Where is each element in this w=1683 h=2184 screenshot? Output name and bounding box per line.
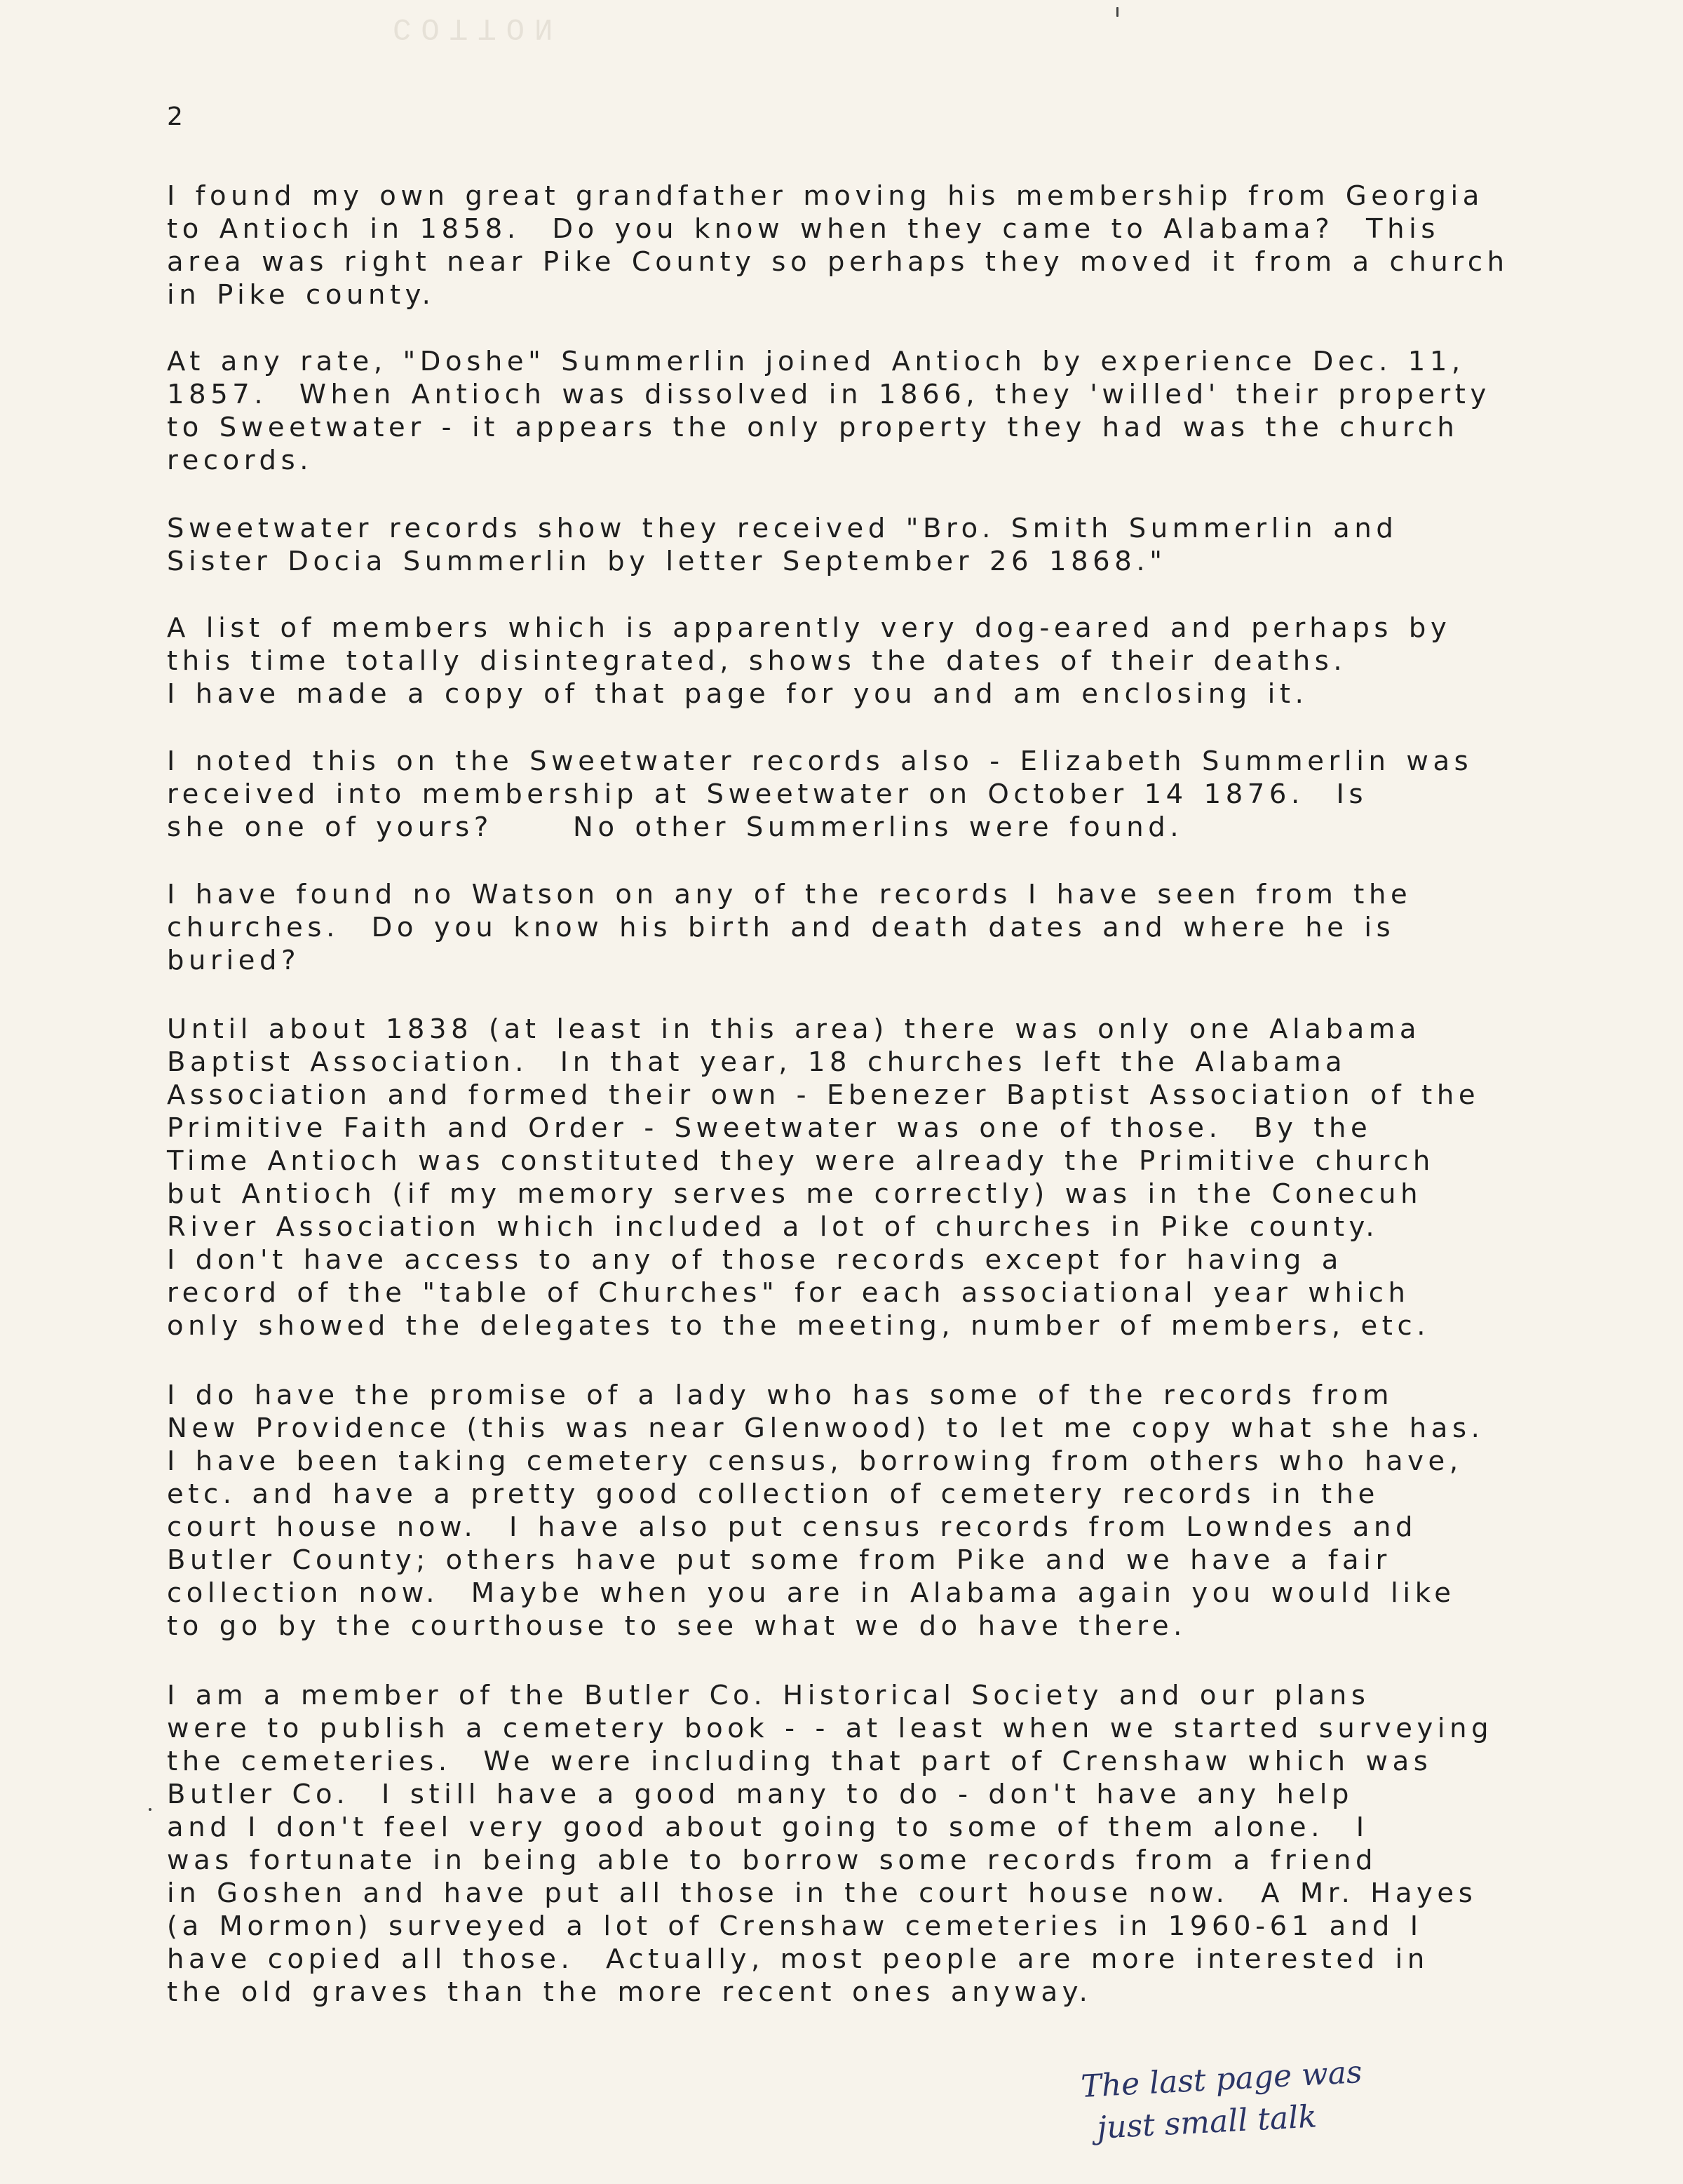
text-line: were to publish a cemetery book - - at least when we started surveying: [167, 1713, 1494, 1744]
paragraph-new-providence: [167, 1379, 1640, 1643]
text-line: Primitive Faith and Order - Sweetwater was one of those. By the: [167, 1112, 1372, 1144]
text-line: in Goshen and have put all those in the court house now. A Mr. Hayes: [167, 1878, 1478, 1909]
text-line: A list of members which is apparently very dog-eared and perhaps by: [167, 612, 1452, 644]
text-line: have copied all those. Actually, most people are more interested in: [167, 1943, 1429, 1975]
text-line: received into membership at Sweetwater on October 14 1876. Is: [167, 778, 1368, 810]
text-line: etc. and have a pretty good collection of cemetery records in the: [167, 1478, 1379, 1510]
handwritten-note-line: The last page was: [1080, 2054, 1363, 2105]
text-line: Until about 1838 (at least in this area) there was only one Alabama: [167, 1013, 1421, 1045]
text-line: the old graves than the more recent ones anyway.: [167, 1976, 1093, 2008]
paragraph-great-grandfather: [167, 180, 1640, 311]
text-line: I found my own great grandfather moving his membership from Georgia: [167, 180, 1484, 212]
text-line: the cemeteries. We were including that part of Crenshaw which was: [167, 1746, 1433, 1777]
handwritten-note-line: just small talk: [1096, 2098, 1318, 2146]
text-line: to go by the courthouse to see what we do have there.: [167, 1610, 1187, 1642]
text-line: this time totally disintegrated, shows the dates of their deaths.: [167, 645, 1347, 677]
text-line: Butler County; others have put some from Pike and we have a fair: [167, 1544, 1391, 1576]
handwritten-note: [1080, 2047, 1449, 2171]
paragraph-watson: [167, 878, 1640, 977]
paragraph-doshe-summerlin: [167, 345, 1640, 477]
text-line: Sweetwater records show they received "Bro. Smith Summerlin and: [167, 513, 1398, 544]
text-line: I don't have access to any of those records except for having a: [167, 1244, 1344, 1276]
text-line: to Sweetwater - it appears the only property they had was the church: [167, 412, 1459, 443]
text-line: to Antioch in 1858. Do you know when they came to Alabama? This: [167, 213, 1440, 245]
text-line: I have made a copy of that page for you and am enclosing it.: [167, 678, 1309, 710]
text-line: 1857. When Antioch was dissolved in 1866, they 'willed' their property: [167, 379, 1491, 410]
text-line: Time Antioch was constituted they were already the Primitive church: [167, 1145, 1435, 1177]
paragraph-sweetwater-records: [167, 512, 1640, 578]
paragraph-elizabeth-summerlin: [167, 745, 1640, 844]
text-line: record of the "table of Churches" for each associational year which: [167, 1277, 1410, 1309]
text-line: River Association which included a lot of churches in Pike county.: [167, 1211, 1379, 1243]
paragraph-baptist-association: [167, 1013, 1640, 1342]
text-line: At any rate, "Doshe" Summerlin joined Antioch by experience Dec. 11,: [167, 346, 1465, 377]
text-line: I noted this on the Sweetwater records also - Elizabeth Summerlin was: [167, 746, 1473, 777]
text-line: I am a member of the Butler Co. Historical Society and our plans: [167, 1680, 1370, 1711]
text-line: and I don't feel very good about going to some of them alone. I: [167, 1812, 1369, 1843]
text-line: area was right near Pike County so perhaps they moved it from a church: [167, 246, 1509, 278]
ink-speck: [149, 1808, 151, 1811]
text-line: only showed the delegates to the meeting, number of members, etc.: [167, 1310, 1431, 1342]
paragraph-list-of-members: [167, 612, 1640, 710]
text-line: I do have the promise of a lady who has some of the records from: [167, 1380, 1394, 1411]
paragraph-historical-society: [167, 1679, 1640, 2009]
text-line: (a Mormon) surveyed a lot of Crenshaw cemeteries in 1960-61 and I: [167, 1910, 1423, 1942]
page-number: 2: [167, 102, 183, 131]
text-line: in Pike county.: [167, 279, 435, 311]
text-line: court house now. I have also put census records from Lowndes and: [167, 1511, 1418, 1543]
text-line: collection now. Maybe when you are in Alabama again you would like: [167, 1577, 1456, 1609]
text-line: she one of yours? No other Summerlins were found.: [167, 811, 1184, 843]
ink-speck: [1116, 7, 1118, 17]
text-line: Sister Docia Summerlin by letter September 26 1868.": [167, 546, 1167, 577]
text-line: I have been taking cemetery census, borrowing from others who have,: [167, 1445, 1463, 1477]
text-line: I have found no Watson on any of the records I have seen from the: [167, 879, 1412, 910]
text-line: churches. Do you know his birth and death dates and where he is: [167, 912, 1395, 943]
text-line: New Providence (this was near Glenwood) to let me copy what she has.: [167, 1413, 1485, 1444]
bleed-through-text: COTTON: [393, 10, 563, 45]
text-line: but Antioch (if my memory serves me correctly) was in the Conecuh: [167, 1178, 1423, 1210]
text-line: buried?: [167, 945, 301, 976]
text-line: Association and formed their own - Ebenezer Baptist Association of the: [167, 1079, 1480, 1111]
text-line: was fortunate in being able to borrow some records from a friend: [167, 1845, 1377, 1876]
text-line: Baptist Association. In that year, 18 churches left the Alabama: [167, 1046, 1347, 1078]
text-line: records.: [167, 445, 313, 476]
text-line: Butler Co. I still have a good many to do - don't have any help: [167, 1779, 1354, 1810]
